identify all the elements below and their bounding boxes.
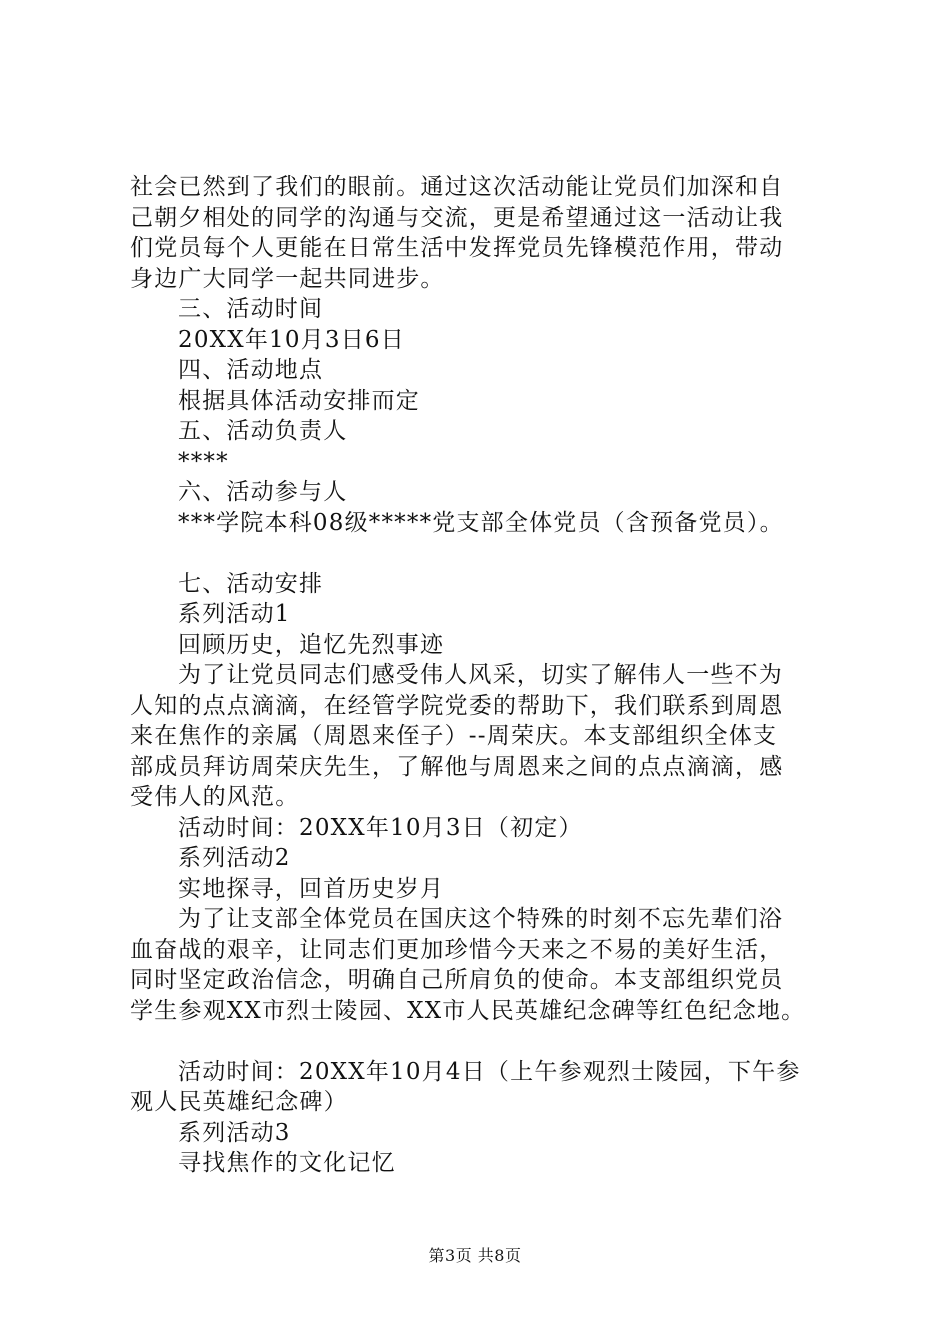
section3-heading: 三、活动时间 [178, 296, 324, 322]
intro-line: 们党员每个人更能在日常生活中发挥党员先锋模范作用，带动 [130, 235, 784, 261]
blank-line [130, 1026, 830, 1057]
activity2-time: 活动时间：20XX年10月4日（上午参观烈士陵园，下午参 [178, 1058, 801, 1085]
section4-heading: 四、活动地点 [178, 357, 324, 383]
section6-value: ***学院本科08级*****党支部全体党员（含预备党员）。 [178, 509, 784, 536]
activity1-time: 活动时间：20XX年10月3日（初定） [178, 814, 583, 841]
activity1-line: 人知的点点滴滴，在经管学院党委的帮助下，我们联系到周恩 [130, 692, 784, 719]
section6-heading: 六、活动参与人 [178, 479, 348, 505]
activity1-subtitle: 回顾历史，追忆先烈事迹 [178, 631, 445, 658]
activity3-subtitle: 寻找焦作的文化记忆 [178, 1150, 396, 1176]
activity1-line: 来在焦作的亲属（周恩来侄子）--周荣庆。本支部组织全体支 [130, 723, 778, 749]
activity1-line: 受伟人的风范。 [130, 784, 300, 810]
activity1-line: 部成员拜访周荣庆先生，了解他与周恩来之间的点点滴滴，感 [130, 753, 784, 780]
activity2-line: 血奋战的艰辛，让同志们更加珍惜今天来之不易的美好生活， [130, 936, 784, 963]
section3-value: 20XX年10月3日6日 [178, 326, 405, 353]
activity2-subtitle: 实地探寻，回首历史岁月 [178, 875, 445, 902]
section5-value: **** [178, 448, 229, 475]
section5-heading: 五、活动负责人 [178, 418, 348, 444]
activity3-title: 系列活动3 [178, 1119, 291, 1146]
intro-line: 己朝夕相处的同学的沟通与交流，更是希望通过这一活动让我 [130, 204, 784, 231]
blank-line [130, 538, 830, 569]
page-footer [0, 1243, 950, 1266]
activity2-title: 系列活动2 [178, 845, 291, 871]
intro-line: 社会已然到了我们的眼前。通过这次活动能让党员们加深和自 [130, 174, 784, 200]
section4-value: 根据具体活动安排而定 [178, 387, 420, 414]
activity2-line: 学生参观XX市烈士陵园、XX市人民英雄纪念碑等红色纪念地。 [130, 997, 806, 1024]
document-body [130, 172, 830, 1179]
page-number-label: 第3页 共8页 [428, 1246, 522, 1265]
activity1-title: 系列活动1 [178, 601, 291, 627]
section7-heading: 七、活动安排 [178, 570, 324, 597]
activity2-line: 同时坚定政治信念，明确自己所肩负的使命。本支部组织党员 [130, 967, 784, 993]
intro-line: 身边广大同学一起共同进步。 [130, 265, 445, 292]
activity2-line: 为了让支部全体党员在国庆这个特殊的时刻不忘先辈们浴 [178, 906, 783, 932]
activity2-time: 观人民英雄纪念碑） [130, 1089, 348, 1115]
activity1-line: 为了让党员同志们感受伟人风采，切实了解伟人一些不为 [178, 662, 783, 688]
